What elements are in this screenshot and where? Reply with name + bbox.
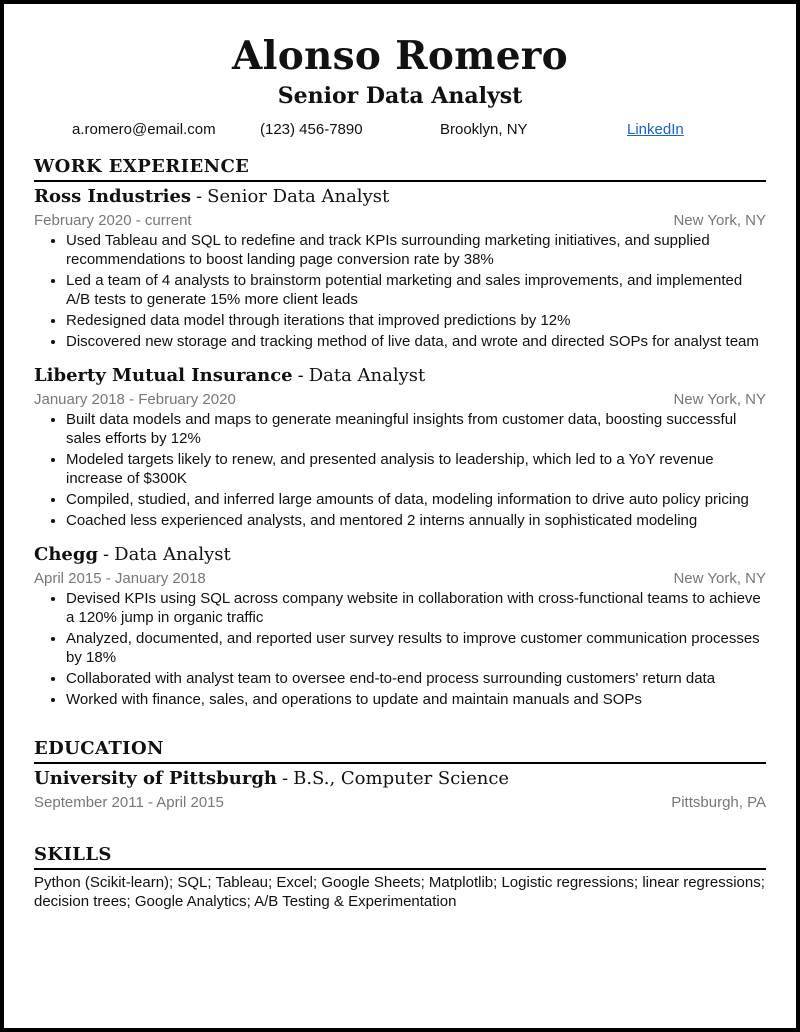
job-separator: - <box>103 544 110 565</box>
bullet-item: • Compiled, studied, and inferred large amounts of data, modeling information to drive auto policy pricing <box>66 490 766 509</box>
job-title-line <box>34 542 766 568</box>
education-title-line <box>34 766 766 792</box>
job-location: New York, NY <box>673 570 766 587</box>
education-meta <box>34 793 766 813</box>
contact-line <box>34 118 766 142</box>
education-dates: September 2011 - April 2015 <box>34 794 224 811</box>
candidate-name: Alonso Romero <box>232 33 568 79</box>
job-bullets <box>34 231 766 351</box>
education-school: University of Pittsburgh <box>34 768 278 789</box>
bullet-item: • Redesigned data model through iterations that improved predictions by 12% <box>66 311 766 330</box>
job-dates: April 2015 - January 2018 <box>34 570 206 587</box>
job-role: Data Analyst <box>308 365 426 386</box>
job-separator: - <box>196 186 203 207</box>
job-separator: - <box>297 365 304 386</box>
job-location: New York, NY <box>673 212 766 229</box>
education-location: Pittsburgh, PA <box>671 794 766 811</box>
bullet-item: • Discovered new storage and tracking method of live data, and wrote and directed SOPs for analyst team <box>66 332 766 351</box>
job-role: Data Analyst <box>114 544 231 565</box>
job-meta <box>34 569 766 589</box>
bullet-item: • Worked with finance, sales, and operations to update and maintain manuals and SOPs <box>66 690 766 709</box>
job-location: New York, NY <box>673 391 766 408</box>
education-degree: B.S., Computer Science <box>293 768 510 789</box>
job-dates: January 2018 - February 2020 <box>34 391 236 408</box>
bullet-item: • Collaborated with analyst team to oversee end-to-end process surrounding customers' return data <box>66 669 766 688</box>
job-company: Liberty Mutual Insurance <box>34 365 293 386</box>
job-role: Senior Data Analyst <box>207 186 390 207</box>
job-title-line <box>34 184 766 210</box>
contact-phone: (123) 456-7890 <box>260 121 363 138</box>
contact-email: a.romero@email.com <box>72 121 216 138</box>
job-bullets <box>34 589 766 709</box>
job-bullets <box>34 410 766 530</box>
contact-location: Brooklyn, NY <box>440 121 528 138</box>
education-entry <box>34 766 766 813</box>
job-dates: February 2020 - current <box>34 212 192 229</box>
job-company: Ross Industries <box>34 186 192 207</box>
bullet-item: • Used Tableau and SQL to redefine and track KPIs surrounding marketing initiatives, and supplied recommendations to boost landing page conversion rate by 38% <box>66 231 766 269</box>
bullet-item: • Led a team of 4 analysts to brainstorm potential marketing and sales improvements, and implemented A/B tests to generate 15% more client leads <box>66 271 766 309</box>
skills-text: Python (Scikit-learn); SQL; Tableau; Excel; Google Sheets; Matplotlib; Logistic regressions; linear regressions; decision trees; Google Analytics; A/B Testing & Experimentation <box>34 874 765 910</box>
job-company: Chegg <box>34 544 99 565</box>
linkedin-link[interactable]: LinkedIn <box>627 121 684 138</box>
bullet-item: • Coached less experienced analysts, and mentored 2 interns annually in sophisticated modeling <box>66 511 766 530</box>
bullet-item: • Built data models and maps to generate meaningful insights from customer data, boosting successful sales efforts by 12% <box>66 410 766 448</box>
job-title-line <box>34 363 766 389</box>
job-entry <box>34 184 766 351</box>
job-entry <box>34 542 766 709</box>
candidate-title: Senior Data Analyst <box>277 83 523 109</box>
job-entry <box>34 363 766 530</box>
skills-heading: SKILLS <box>34 843 766 870</box>
job-meta <box>34 211 766 231</box>
work-experience-heading: WORK EXPERIENCE <box>34 155 766 182</box>
bullet-item: • Analyzed, documented, and reported user survey results to improve customer communication processes by 18% <box>66 629 766 667</box>
education-separator: - <box>282 768 289 789</box>
bullet-item: • Devised KPIs using SQL across company website in collaboration with cross-functional teams to achieve a 120% jump in organic traffic <box>66 589 766 627</box>
bullet-item: • Modeled targets likely to renew, and presented analysis to leadership, which led to a YoY revenue increase of $300K <box>66 450 766 488</box>
job-meta <box>34 390 766 410</box>
education-heading: EDUCATION <box>34 737 766 764</box>
